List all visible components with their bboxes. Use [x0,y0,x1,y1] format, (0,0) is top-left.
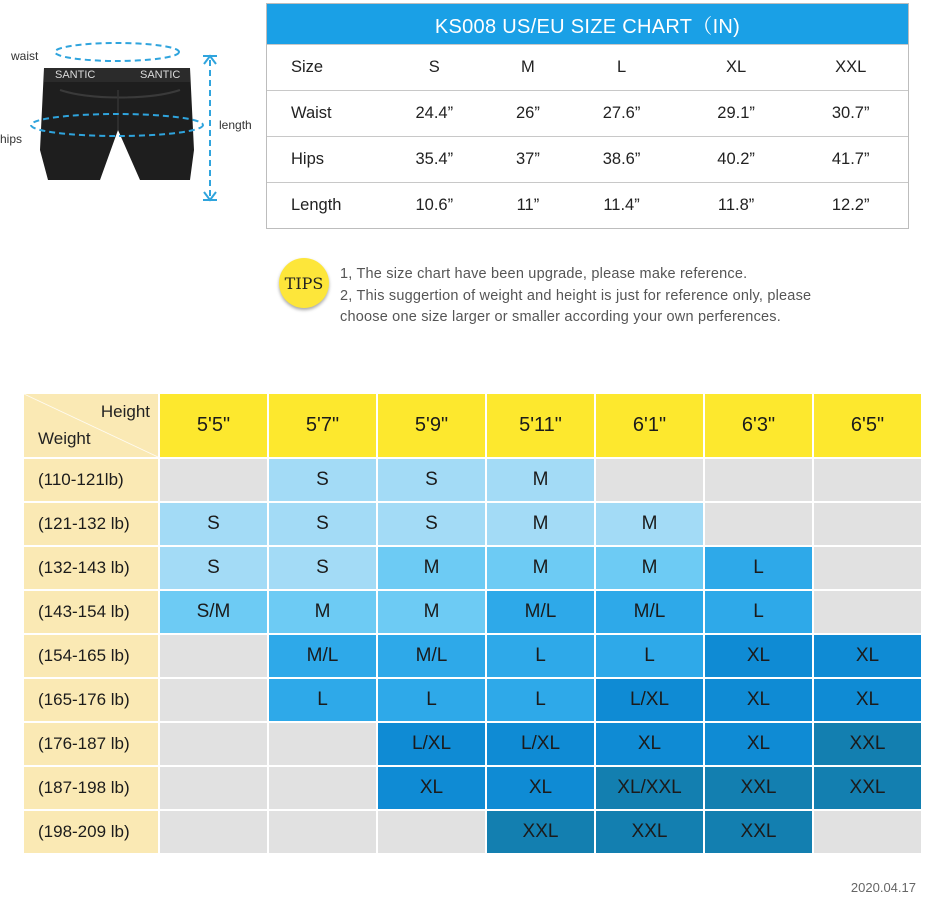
height-header: 5'7" [269,394,376,457]
size-cell: M/L [269,635,376,677]
size-cell [160,679,267,721]
size-cell: M/L [378,635,485,677]
measure-cell: 37” [492,137,565,183]
grid-row [24,723,921,765]
size-cell: XL [487,767,594,809]
size-cell: M [378,547,485,589]
size-cell: S [378,503,485,545]
size-cell: M [378,591,485,633]
size-cell [269,811,376,853]
size-cell: XL [705,635,812,677]
size-cell: XL [814,679,921,721]
weight-axis-label: Weight [38,429,91,448]
size-cell: XL [596,723,703,765]
tips-text [340,264,811,329]
grid-corner [24,394,158,457]
weight-label: (110-121lb) [24,459,158,501]
row-label: Hips [267,137,377,183]
size-col-header: L [564,45,679,91]
size-cell: XXL [596,811,703,853]
size-cell: S [269,459,376,501]
weight-label: (165-176 lb) [24,679,158,721]
weight-label: (154-165 lb) [24,635,158,677]
weight-label: (132-143 lb) [24,547,158,589]
measure-cell: 40.2” [679,137,794,183]
grid-row [24,679,921,721]
measure-cell: 11.4” [564,183,679,229]
size-cell: XXL [705,811,812,853]
size-cell: L [596,635,703,677]
height-header: 6'3" [705,394,812,457]
size-chart-row-length [267,183,908,229]
size-cell [814,503,921,545]
size-cell: S [160,547,267,589]
size-cell [160,459,267,501]
chart-date: 2020.04.17 [850,880,916,895]
hips-label: hips [0,132,23,146]
size-cell: L [487,679,594,721]
measure-cell: 41.7” [793,137,908,183]
brand-text-right: SANTIC [140,69,181,81]
size-recommendation-grid [22,392,923,855]
size-cell [269,767,376,809]
size-chart-row-hips [267,137,908,183]
size-cell [269,723,376,765]
brand-text-left: SANTIC [55,69,96,81]
measure-cell: 11” [492,183,565,229]
size-cell: S [269,503,376,545]
size-cell: M/L [596,591,703,633]
tip-line: choose one size larger or smaller according your own perferences. [340,309,781,325]
height-header: 6'5" [814,394,921,457]
grid-row [24,503,921,545]
size-cell: L [378,679,485,721]
size-col-header: S [377,45,492,91]
size-cell: L/XL [596,679,703,721]
measure-cell: 29.1” [679,91,794,137]
weight-label: (176-187 lb) [24,723,158,765]
size-cell [814,591,921,633]
size-cell: S [378,459,485,501]
measure-cell: 11.8” [679,183,794,229]
weight-label: (143-154 lb) [24,591,158,633]
weight-label: (121-132 lb) [24,503,158,545]
tips-badge: TIPS [279,258,329,308]
size-cell: S [160,503,267,545]
row-label: Length [267,183,377,229]
size-cell: M [487,503,594,545]
height-header: 5'5" [160,394,267,457]
grid-row [24,767,921,809]
measure-cell: 38.6” [564,137,679,183]
size-cell [160,811,267,853]
size-cell: XL [378,767,485,809]
measure-cell: 12.2” [793,183,908,229]
grid-body [24,394,921,853]
size-cell [378,811,485,853]
size-cell: M [487,547,594,589]
product-illustration [0,30,265,210]
size-cell: XL/XXL [596,767,703,809]
size-cell [705,503,812,545]
size-chart-table [267,44,908,228]
size-cell: M [487,459,594,501]
height-axis-label: Height [100,402,150,421]
tip-line: 2, This suggertion of weight and height is just for reference only, please [340,287,812,304]
size-cell: XXL [814,767,921,809]
grid-row [24,591,921,633]
tip-line: 1, The size chart have been upgrade, please make reference. [340,266,748,282]
size-cell: L/XL [378,723,485,765]
size-col-header: XL [679,45,794,91]
size-cell: XL [814,635,921,677]
weight-label: (198-209 lb) [24,811,158,853]
size-cell [160,723,267,765]
measure-cell: 27.6” [564,91,679,137]
length-label: length [219,118,252,132]
size-cell: L [487,635,594,677]
size-cell [596,459,703,501]
grid-row [24,811,921,853]
size-cell: XL [705,723,812,765]
size-chart-row-waist [267,91,908,137]
size-cell: XXL [705,767,812,809]
height-header: 5'11" [487,394,594,457]
size-cell: M [269,591,376,633]
size-chart-header-row [267,45,908,91]
size-cell: L [705,591,812,633]
height-header: 5'9" [378,394,485,457]
size-cell: XXL [814,723,921,765]
size-cell: S [269,547,376,589]
size-cell: M [596,547,703,589]
grid-header-row [24,394,921,457]
size-cell: XL [705,679,812,721]
size-header: Size [267,45,377,91]
row-label: Waist [267,91,377,137]
size-chart [266,3,909,229]
size-cell: L/XL [487,723,594,765]
measure-cell: 24.4” [377,91,492,137]
size-cell: M [596,503,703,545]
size-cell [705,459,812,501]
size-cell: M/L [487,591,594,633]
size-cell: S/M [160,591,267,633]
measure-cell: 35.4” [377,137,492,183]
size-cell: L [269,679,376,721]
size-col-header: M [492,45,565,91]
height-header: 6'1" [596,394,703,457]
size-cell: L [705,547,812,589]
measure-cell: 30.7” [793,91,908,137]
size-cell [814,459,921,501]
measure-cell: 26” [492,91,565,137]
size-cell [160,635,267,677]
size-chart-title: KS008 US/EU SIZE CHART（IN) [267,4,908,44]
size-cell [814,547,921,589]
grid-row [24,547,921,589]
waist-label: waist [11,49,39,63]
size-col-header: XXL [793,45,908,91]
measure-cell: 10.6” [377,183,492,229]
weight-label: (187-198 lb) [24,767,158,809]
size-cell: XXL [487,811,594,853]
size-cell [160,767,267,809]
grid-row [24,459,921,501]
size-cell [814,811,921,853]
grid-row [24,635,921,677]
